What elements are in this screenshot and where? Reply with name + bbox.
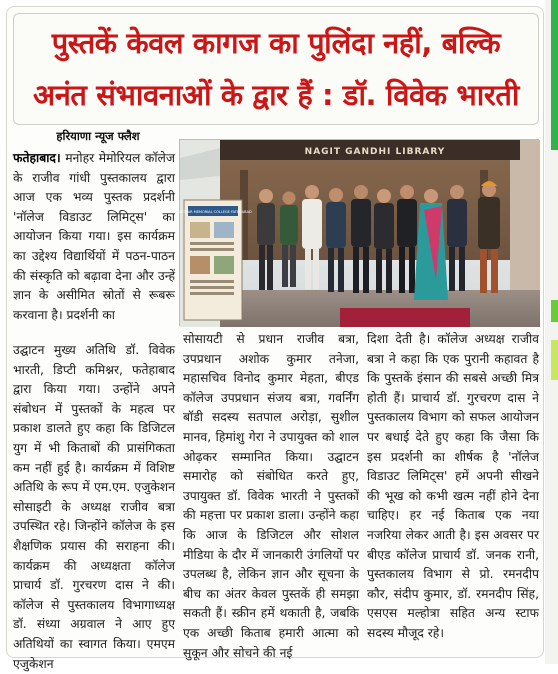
dateline: फतेहाबाद। xyxy=(13,151,61,165)
byline: हरियाणा न्यूज फ्लैश xyxy=(56,129,140,143)
article-column-2: सोसायटी से प्रधान राजीव बत्रा, उपप्रधान अशोक कुमार तनेजा, महासचिव विनोद कुमार मेहता, बीएड कॉलेज उपप्रधान संजय बत्रा, गवर्निंग बॉडी सदस्य सतपाल अरोड़ा, सुशील मानव, हिमांशु गेरा ने उपायुक्त को शाल ओढ़कर सम्मानित किया। उद्घाटन समारोह को संबोधित करते हुए, उपायुक्त डॉ. विवेक भारती ने पुस्तकों की महत्ता पर प्रकाश डाला। उन्होंने कहा कि आज के डिजिटल और सोशल मीडिया के दौर में जानकारी उंगलियों पर उपलब्ध है, लेकिन ज्ञान और सूचना के बीच का अंतर केवल पुस्तकें ही समझा सकती हैं। स्क्रीन हमें थकाती है, जबकि एक अच्छी किताब हमारी आत्मा को सुकून और सोचने की नई xyxy=(183,332,359,660)
color-block-lime xyxy=(551,340,558,380)
color-block-lightgreen xyxy=(551,300,558,322)
article-column-1-bottom: उद्घाटन मुख्य अतिथि डॉ. विवेक भारती, डिप्टी कमिश्नर, फतेहाबाद द्वारा किया गया। उन्होंने अपने संबोधन में पुस्तकों के महत्व पर प्रकाश डालते हुए कहा कि डिजिटल युग में भी किताबों की प्रासंगिकता कम नहीं हुई है। कार्यक्रम में विशिष्ट अतिथि के रूप में एम.एम. एजुकेशन सोसाइटी के अध्यक्ष राजीव बत्रा उपस्थित रहे। जिन्होंने कॉलेज के इस शैक्षणिक प्रयास की सराहना की। कार्यक्रम की अध्यक्षता कॉलेज प्राचार्य डॉ. गुरचरण दास ने की। कॉलेज से पुस्तकालय विभागाध्यक्ष डॉ. संध्या अग्रवाल ने आए हुए अतिथियों का स्वागत किया। एमएम एजुकेशन xyxy=(13,343,175,671)
headline-line-1: पुस्तकें केवल कागज का पुलिंदा नहीं, बल्कि xyxy=(51,26,501,60)
headline-box xyxy=(13,13,539,125)
color-block-green xyxy=(551,0,558,150)
headline-line-2: अनंत संभावनाओं के द्वार हैं : डॉ. विवेक भारती xyxy=(32,78,519,112)
article-text-1-top: मनोहर मेमोरियल कॉलेज के राजीव गांधी पुस्तकालय द्वारा आज एक भव्य पुस्तक प्रदर्शनी 'नॉलेज विडाउट लिमिट्स' का आयोजन किया गया। इस कार्यक्रम का उद्देश्य विद्यार्थियों में पठन-पाठन की संस्कृति को बढ़ावा देना और उन्हें ज्ञान के असीमित स्रोतों से रूबरू करवाना है। प्रदर्शनी का xyxy=(13,151,175,322)
exhibition-poster-stand xyxy=(174,200,252,320)
article-column-1-top xyxy=(13,149,175,339)
event-photo xyxy=(174,139,539,326)
poster-text: MANOHAR MEMORIAL COLLEGE FATEHABAD xyxy=(174,210,252,214)
newspaper-clipping xyxy=(6,6,544,671)
side-color-bar xyxy=(551,0,558,664)
article-column-3: दिशा देती है। कॉलेज अध्यक्ष राजीव बत्रा ने कहा कि एक पुरानी कहावत है कि पुस्तकें इंसान की सबसे अच्छी मित्र होती हैं। प्राचार्य डॉ. गुरचरण दास ने पुस्तकालय विभाग को सफल आयोजन पर बधाई देते हुए कहा कि जैसा कि इस प्रदर्शनी का शीर्षक है 'नॉलेज विडाउट लिमिट्स' हमें अपनी सीखने की भूख को कभी खत्म नहीं होने देना चाहिए। हर नई किताब एक नया नजरिया लेकर आती है। इस अवसर पर बीएड कॉलेज प्राचार्य डॉ. जनक रानी, पुस्तकालय विभाग से प्रो. रमनदीप कौर, संदीप कुमार, डॉ. रमनदीप सिंह, एसएस मल्होत्रा सहित अन्य स्टाफ सदस्य मौजूद रहे। xyxy=(367,332,539,640)
library-sign: NAGIT GANDHI LIBRARY xyxy=(304,147,446,157)
